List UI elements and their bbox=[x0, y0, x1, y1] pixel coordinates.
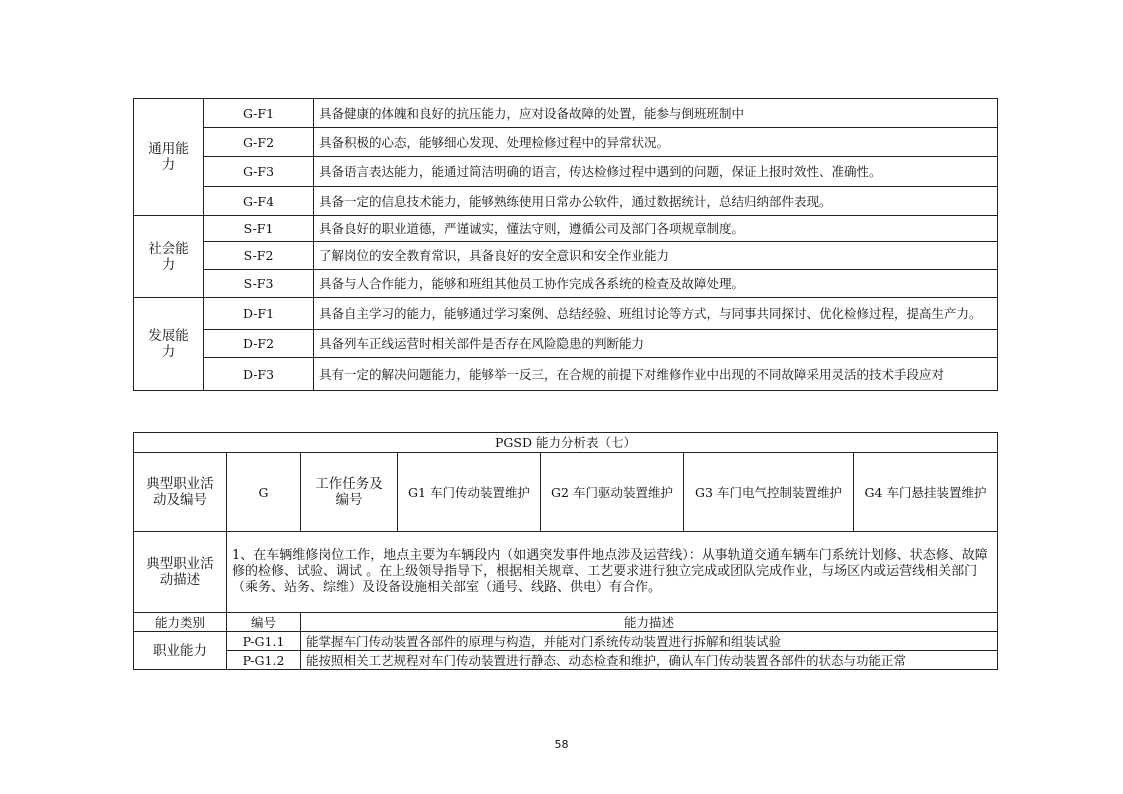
category-cell: 发展能力 bbox=[134, 298, 204, 391]
table-row bbox=[134, 632, 998, 651]
desc-cell: 具备健康的体魄和良好的抗压能力，应对设备故障的处置，能参与倒班班制中 bbox=[314, 99, 998, 128]
activity-code: G bbox=[227, 453, 301, 532]
task-cell: G2 车门驱动装置维护 bbox=[541, 453, 684, 532]
ability-table-1 bbox=[133, 98, 998, 391]
task-label: 工作任务及编号 bbox=[301, 453, 398, 532]
desc-cell: 具备一定的信息技术能力，能够熟练使用日常办公软件，通过数据统计，总结归纳部件表现。 bbox=[314, 187, 998, 216]
desc-cell: 具备良好的职业道德，严谨诚实，懂法守则，遵循公司及部门各项规章制度。 bbox=[314, 216, 998, 242]
desc-cell: 具备语言表达能力，能通过简洁明确的语言，传达检修过程中遇到的问题，保证上报时效性、准确性。 bbox=[314, 157, 998, 187]
table-row bbox=[134, 358, 998, 391]
desc-cell: 具备与人合作能力，能够和班组其他员工协作完成各系统的检查及故障处理。 bbox=[314, 270, 998, 298]
page-number: 58 bbox=[554, 738, 569, 751]
table-row bbox=[134, 128, 998, 157]
code-cell: D-F2 bbox=[204, 330, 314, 358]
table-row bbox=[134, 330, 998, 358]
table-title-row bbox=[134, 433, 998, 453]
desc-cell: 具有一定的解决问题能力，能够举一反三，在合规的前提下对维修作业中出现的不同故障采用灵活的技术手段应对 bbox=[314, 358, 998, 391]
code-cell: G-F4 bbox=[204, 187, 314, 216]
desc-cell: 能掌握车门传动装置各部件的原理与构造，并能对门系统传动装置进行拆解和组装试验 bbox=[301, 632, 998, 651]
category-cell: 社会能力 bbox=[134, 216, 204, 298]
category-cell: 通用能力 bbox=[134, 99, 204, 216]
code-cell: D-F3 bbox=[204, 358, 314, 391]
table-row bbox=[134, 298, 998, 330]
activity-label: 典型职业活动及编号 bbox=[134, 453, 227, 532]
desc-cell: 具备列车正线运营时相关部件是否存在风险隐患的判断能力 bbox=[314, 330, 998, 358]
description-label: 典型职业活动描述 bbox=[134, 532, 227, 613]
code-cell: P-G1.1 bbox=[227, 632, 301, 651]
code-cell: S-F2 bbox=[204, 242, 314, 270]
code-cell: G-F2 bbox=[204, 128, 314, 157]
code-cell: P-G1.2 bbox=[227, 651, 301, 670]
table-row bbox=[134, 216, 998, 242]
task-cell: G1 车门传动装置维护 bbox=[398, 453, 541, 532]
task-cell: G4 车门悬挂装置维护 bbox=[854, 453, 998, 532]
desc-cell: 具备自主学习的能力，能够通过学习案例、总结经验、班组讨论等方式，与同事共同探讨、优化检修过程，提高生产力。 bbox=[314, 298, 998, 330]
code-cell: G-F3 bbox=[204, 157, 314, 187]
table-row bbox=[134, 651, 998, 670]
header-code: 编号 bbox=[227, 613, 301, 632]
table-row bbox=[134, 453, 998, 532]
table-row bbox=[134, 187, 998, 216]
table-row bbox=[134, 270, 998, 298]
task-cell: G3 车门电气控制装置维护 bbox=[684, 453, 854, 532]
code-cell: G-F1 bbox=[204, 99, 314, 128]
code-cell: D-F1 bbox=[204, 298, 314, 330]
desc-cell: 了解岗位的安全教育常识，具备良好的安全意识和安全作业能力 bbox=[314, 242, 998, 270]
header-category: 能力类别 bbox=[134, 613, 227, 632]
table-row bbox=[134, 532, 998, 613]
table-title: PGSD 能力分析表（七） bbox=[134, 433, 998, 453]
code-cell: S-F1 bbox=[204, 216, 314, 242]
ability-table-2 bbox=[133, 432, 998, 670]
ability-category: 职业能力 bbox=[134, 632, 227, 670]
description-text: 1、在车辆维修岗位工作，地点主要为车辆段内（如遇突发事件地点涉及运营线）：从事轨道交通车辆车门系统计划修、状态修、故障修的检修、试验、调试 。在上级领导指导下，根据相关规章、工艺要求进行独立完成或团队完成作业，与场区内或运营线相关部门（乘务、站务、综维）及设备设施相关部室（通号、线路、供电）有合作。 bbox=[227, 532, 998, 613]
header-description: 能力描述 bbox=[301, 613, 998, 632]
desc-cell: 能按照相关工艺规程对车门传动装置进行静态、动态检查和维护，确认车门传动装置各部件的状态与功能正常 bbox=[301, 651, 998, 670]
code-cell: S-F3 bbox=[204, 270, 314, 298]
table-row bbox=[134, 99, 998, 128]
desc-cell: 具备积极的心态，能够细心发现、处理检修过程中的异常状况。 bbox=[314, 128, 998, 157]
table-row bbox=[134, 242, 998, 270]
table-header-row bbox=[134, 613, 998, 632]
table-row bbox=[134, 157, 998, 187]
